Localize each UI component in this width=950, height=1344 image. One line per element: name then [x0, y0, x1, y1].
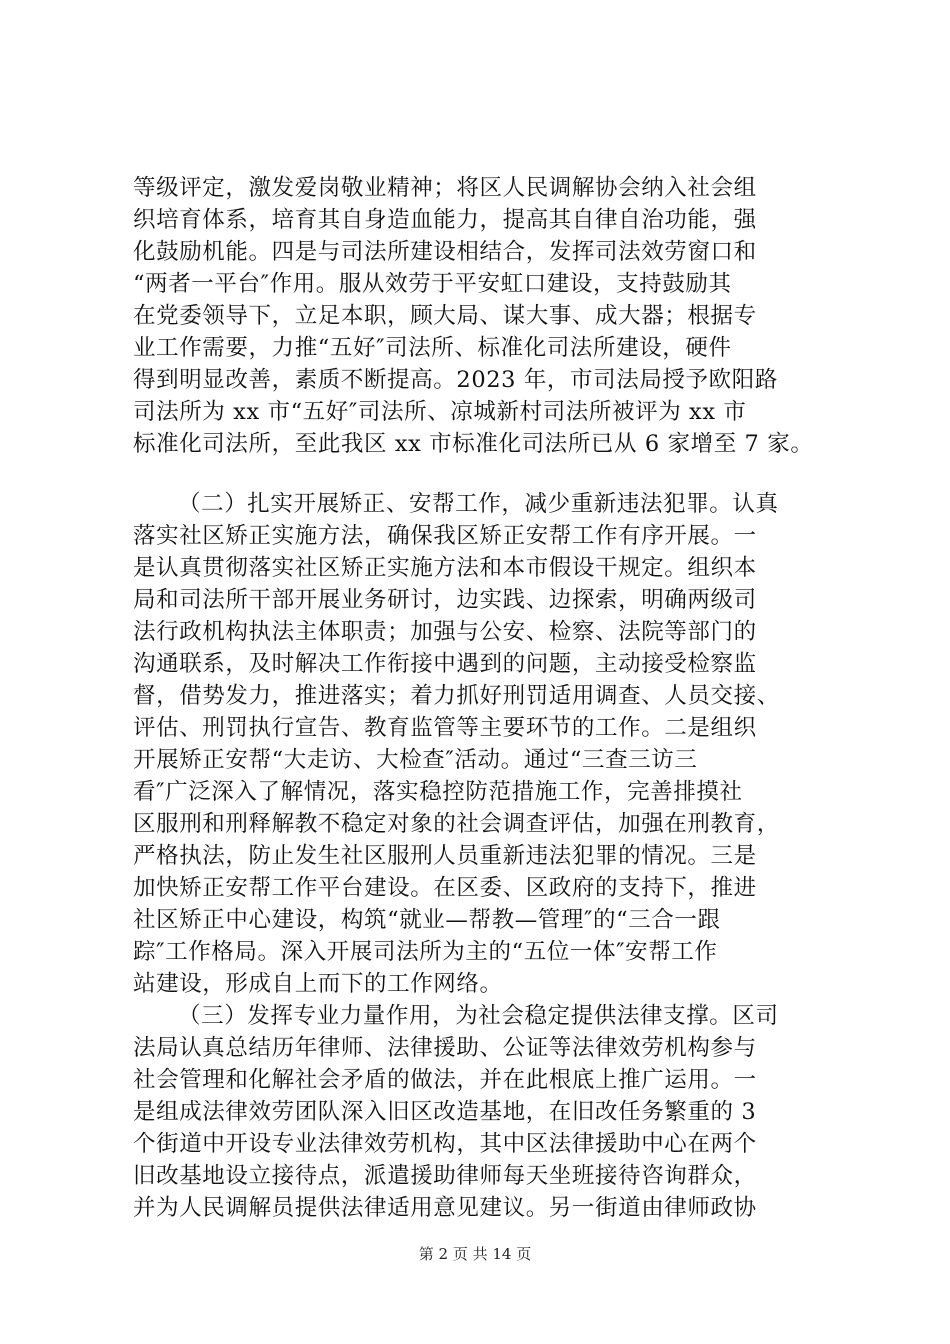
text-line: 法行政机构执法主体职责；加强与公安、检察、法院等部门的 [133, 619, 757, 645]
text-line: 司法所为 xx 市“五好″司法所、凉城新村司法所被评为 xx 市 [133, 399, 747, 425]
text-line: 化鼓励机能。四是与司法所建设相结合，发挥司法效劳窗口和 [133, 239, 757, 265]
text-line: 站建设，形成自上而下的工作网络。 [133, 971, 503, 997]
text-line: 社会管理和化解社会矛盾的做法，并在此根底上推广运用。一 [133, 1067, 757, 1093]
text-line: 是组成法律效劳团队深入旧区改造基地，在旧改任务繁重的 3 [133, 1099, 757, 1125]
text-line: 评估、刑罚执行宣告、教育监管等主要环节的工作。二是组织 [133, 715, 757, 741]
text-line: 区服刑和刑释解教不稳定对象的社会调查评估，加强在刑教育， [133, 811, 780, 837]
text-line: 督，借势发力，推进落实；着力抓好刑罚适用调查、人员交接、 [133, 683, 780, 709]
page-number-footer: 第 2 页 共 14 页 [418, 1245, 532, 1263]
paragraph-spacer [133, 460, 849, 488]
paragraph-2 [133, 488, 849, 1000]
text-line: 得到明显改善，素质不断提高。2023 年，市司法局授予欧阳路 [133, 367, 778, 393]
text-line: 踪″工作格局。深入开展司法所为主的“五位一体″安帮工作 [133, 939, 718, 965]
text-line: 开展矫正安帮“大走访、大检查″活动。通过“三查三访三 [133, 747, 698, 773]
text-line: 严格执法，防止发生社区服刑人员重新违法犯罪的情况。三是 [133, 843, 757, 869]
text-line: （三）发挥专业力量作用，为社会稳定提供法律支撑。区司 [178, 1003, 779, 1029]
text-line: 在党委领导下，立足本职，顾大局、谋大事、成大器；根据专 [133, 303, 757, 329]
text-line: 标准化司法所，至此我区 xx 市标准化司法所已从 6 家增至 7 家。 [133, 431, 814, 457]
text-line: 落实社区矫正实施方法，确保我区矫正安帮工作有序开展。一 [133, 523, 757, 549]
document-body [133, 172, 849, 1224]
text-line: （二）扎实开展矫正、安帮工作，减少重新违法犯罪。认真 [178, 491, 779, 517]
text-line: 社区矫正中心建设，构筑“就业—帮教—管理″的“三合一跟 [133, 907, 721, 933]
text-line: 个街道中开设专业法律效劳机构，其中区法律援助中心在两个 [133, 1131, 757, 1157]
text-line: 看″广泛深入了解情况，落实稳控防范措施工作，完善排摸社 [133, 779, 743, 805]
text-line: 业工作需要，力推“五好″司法所、标准化司法所建设，硬件 [133, 335, 732, 361]
text-line: 法局认真总结历年律师、法律援助、公证等法律效劳机构参与 [133, 1035, 757, 1061]
text-line: 加快矫正安帮工作平台建设。在区委、区政府的支持下，推进 [133, 875, 757, 901]
text-line: “两者一平台″作用。服从效劳于平安虹口建设，支持鼓励其 [133, 271, 732, 297]
text-line: 沟通联系，及时解决工作衔接中遇到的问题，主动接受检察监 [133, 651, 757, 677]
text-line: 织培育体系，培育其自身造血能力，提高其自律自治功能，强 [133, 207, 757, 233]
paragraph-1 [133, 172, 849, 460]
text-line: 并为人民调解员提供法律适用意见建议。另一街道由律师政协 [133, 1195, 757, 1221]
text-line: 是认真贯彻落实社区矫正实施方法和本市假设干规定。组织本 [133, 555, 757, 581]
text-line: 旧改基地设立接待点，派遣援助律师每天坐班接待咨询群众， [133, 1163, 757, 1189]
paragraph-3 [133, 1000, 849, 1224]
text-line: 局和司法所干部开展业务研讨，边实践、边探索，明确两级司 [133, 587, 757, 613]
text-line: 等级评定，激发爱岗敬业精神；将区人民调解协会纳入社会组 [133, 175, 757, 201]
